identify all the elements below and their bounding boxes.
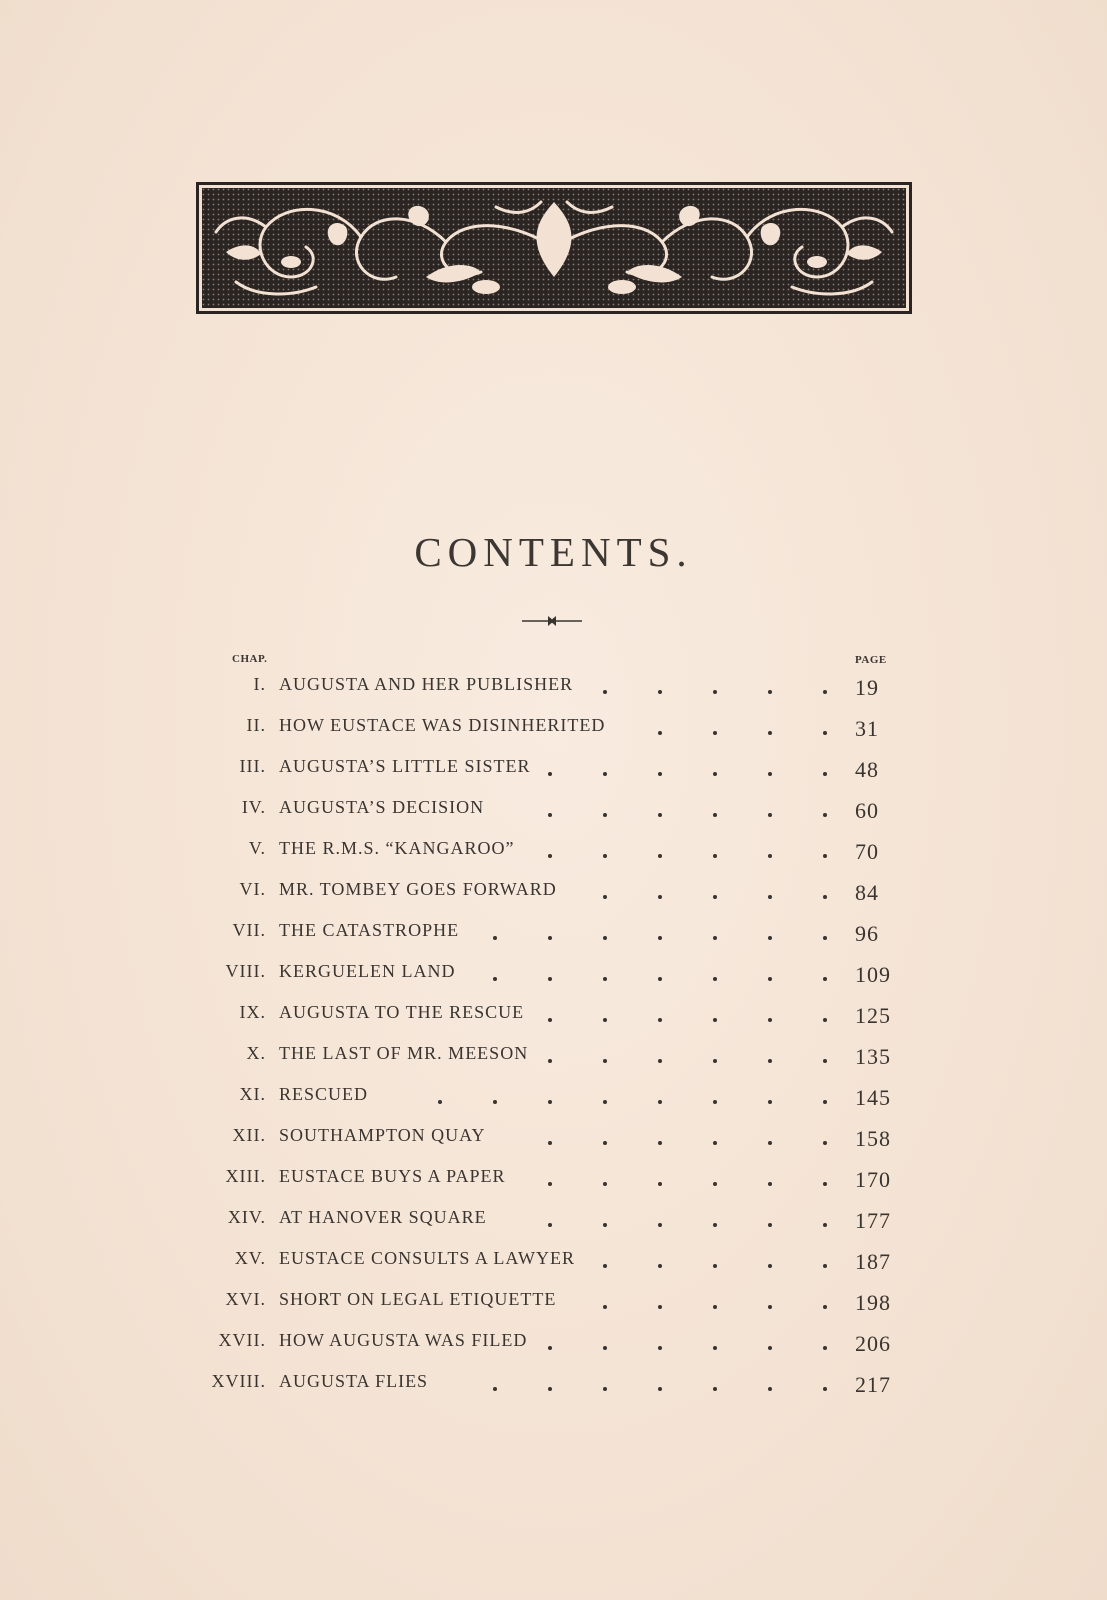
page-number: 158 (855, 1126, 891, 1151)
chapter-title: HOW EUSTACE WAS DISINHERITED (279, 715, 606, 735)
leader-dot (768, 1387, 772, 1391)
toc-entry[interactable] (0, 1125, 1107, 1155)
leader-dot (713, 772, 717, 776)
leader-dot (603, 1264, 607, 1268)
leader-dot (658, 731, 662, 735)
leader-dot (768, 1223, 772, 1227)
chapter-title: AUGUSTA FLIES (279, 1371, 429, 1391)
leader-dot (713, 1305, 717, 1309)
leader-dot (713, 731, 717, 735)
chapter-title: THE LAST OF MR. MEESON (279, 1043, 529, 1063)
dot-leaders (0, 1377, 1107, 1397)
chapter-number: XVI. (225, 1289, 266, 1309)
leader-dot (823, 1264, 827, 1268)
leader-dot (603, 895, 607, 899)
leader-dot (438, 1100, 442, 1104)
dot-leaders (0, 1336, 1107, 1356)
leader-dot (493, 1387, 497, 1391)
leader-dot (548, 1182, 552, 1186)
leader-dot (823, 1305, 827, 1309)
page-number: 187 (855, 1249, 891, 1274)
leader-dot (768, 977, 772, 981)
chapter-column-header: CHAP. (232, 653, 268, 665)
chapter-title: HOW AUGUSTA WAS FILED (279, 1330, 528, 1350)
toc-entry[interactable] (0, 920, 1107, 950)
page-column-header: PAGE (855, 654, 887, 666)
chapter-number: XVII. (218, 1330, 266, 1350)
leader-dot (823, 1182, 827, 1186)
leader-dot (658, 813, 662, 817)
chapter-number: VIII. (225, 961, 266, 981)
leader-dot (713, 1182, 717, 1186)
toc-entry[interactable] (0, 1002, 1107, 1032)
dot-leaders (0, 885, 1107, 905)
page-number: 206 (855, 1331, 891, 1356)
page-number: 60 (855, 798, 879, 823)
chapter-number: XV. (234, 1248, 266, 1268)
leader-dot (713, 690, 717, 694)
leader-dot (713, 1223, 717, 1227)
page-number: 198 (855, 1290, 891, 1315)
dot-leaders (0, 680, 1107, 700)
toc-entry[interactable] (0, 1043, 1107, 1073)
leader-dot (548, 813, 552, 817)
page-number: 70 (855, 839, 879, 864)
page-number: 170 (855, 1167, 891, 1192)
leader-dot (548, 1059, 552, 1063)
leader-dot (603, 1387, 607, 1391)
leader-dot (768, 690, 772, 694)
leader-dot (603, 772, 607, 776)
leader-dot (658, 1346, 662, 1350)
leader-dot (658, 854, 662, 858)
chapter-title: SOUTHAMPTON QUAY (279, 1125, 486, 1145)
page-number: 31 (855, 716, 879, 741)
chapter-number: VII. (232, 920, 266, 940)
leader-dot (768, 1182, 772, 1186)
leader-dot (548, 772, 552, 776)
dot-leaders (0, 1008, 1107, 1028)
leader-dot (658, 1018, 662, 1022)
leader-dot (658, 1305, 662, 1309)
page-number: 217 (855, 1372, 891, 1397)
leader-dot (768, 813, 772, 817)
toc-entry[interactable] (0, 1289, 1107, 1319)
toc-entry[interactable] (0, 879, 1107, 909)
leader-dot (713, 977, 717, 981)
leader-dot (713, 854, 717, 858)
leader-dot (768, 1264, 772, 1268)
dot-leaders (0, 1049, 1107, 1069)
toc-entry[interactable] (0, 797, 1107, 827)
leader-dot (658, 977, 662, 981)
leader-dot (658, 1059, 662, 1063)
leader-dot (658, 1264, 662, 1268)
leader-dot (823, 1100, 827, 1104)
leader-dot (713, 1100, 717, 1104)
leader-dot (603, 936, 607, 940)
leader-dot (658, 1223, 662, 1227)
floral-scroll-banner-icon (196, 182, 912, 314)
leader-dot (768, 772, 772, 776)
dot-leaders (0, 803, 1107, 823)
toc-entry[interactable] (0, 756, 1107, 786)
chapter-number: XI. (239, 1084, 266, 1104)
chapter-number: IX. (239, 1002, 266, 1022)
leader-dot (713, 813, 717, 817)
chapter-number: X. (246, 1043, 266, 1063)
dot-leaders (0, 967, 1107, 987)
leader-dot (603, 1141, 607, 1145)
leader-dot (823, 690, 827, 694)
dot-leaders (0, 1295, 1107, 1315)
page-title: CONTENTS. (414, 529, 693, 575)
leader-dot (768, 1018, 772, 1022)
dot-leaders (0, 1254, 1107, 1274)
chapter-title: RESCUED (279, 1084, 369, 1104)
leader-dot (768, 1059, 772, 1063)
leader-dot (603, 854, 607, 858)
leader-dot (603, 1018, 607, 1022)
chapter-title: THE R.M.S. “KANGAROO” (279, 838, 515, 858)
dot-leaders (0, 1172, 1107, 1192)
leader-dot (493, 1100, 497, 1104)
chapter-number: XIV. (227, 1207, 266, 1227)
page-number: 84 (855, 880, 879, 905)
toc-entry[interactable] (0, 715, 1107, 745)
chapter-title: KERGUELEN LAND (279, 961, 456, 981)
chapter-title: AUGUSTA TO THE RESCUE (279, 1002, 525, 1022)
toc-entry[interactable] (0, 1371, 1107, 1401)
leader-dot (713, 1346, 717, 1350)
toc-entry[interactable] (0, 1084, 1107, 1114)
chapter-title: EUSTACE CONSULTS A LAWYER (279, 1248, 575, 1268)
leader-dot (823, 854, 827, 858)
leader-dot (713, 1387, 717, 1391)
leader-dot (768, 731, 772, 735)
page-number: 48 (855, 757, 879, 782)
toc-entry[interactable] (0, 674, 1107, 704)
leader-dot (713, 1059, 717, 1063)
page-number: 96 (855, 921, 879, 946)
page-number: 145 (855, 1085, 891, 1110)
chapter-number: II. (246, 715, 266, 735)
leader-dot (603, 1305, 607, 1309)
dot-leaders (0, 844, 1107, 864)
toc-entry[interactable] (0, 1248, 1107, 1278)
chapter-title: EUSTACE BUYS A PAPER (279, 1166, 506, 1186)
dot-leaders (0, 1090, 1107, 1110)
leader-dot (603, 1182, 607, 1186)
dot-leaders (0, 721, 1107, 741)
leader-dot (768, 1141, 772, 1145)
page-number: 109 (855, 962, 891, 987)
leader-dot (493, 977, 497, 981)
dot-leaders (0, 926, 1107, 946)
leader-dot (823, 1223, 827, 1227)
leader-dot (658, 1387, 662, 1391)
leader-dot (548, 854, 552, 858)
chapter-title: AUGUSTA’S LITTLE SISTER (279, 756, 531, 776)
leader-dot (823, 895, 827, 899)
leader-dot (768, 895, 772, 899)
leader-dot (823, 772, 827, 776)
leader-dot (493, 936, 497, 940)
toc-entry[interactable] (0, 1166, 1107, 1196)
toc-entry[interactable] (0, 1207, 1107, 1237)
leader-dot (823, 977, 827, 981)
leader-dot (548, 1141, 552, 1145)
leader-dot (603, 1346, 607, 1350)
chapter-title: AUGUSTA’S DECISION (279, 797, 485, 817)
leader-dot (823, 1387, 827, 1391)
leader-dot (603, 813, 607, 817)
leader-dot (603, 1223, 607, 1227)
leader-dot (548, 1018, 552, 1022)
chapter-number: XII. (232, 1125, 266, 1145)
chapter-number: XVIII. (211, 1371, 266, 1391)
leader-dot (658, 1100, 662, 1104)
leader-dot (658, 690, 662, 694)
toc-entry[interactable] (0, 838, 1107, 868)
page-number: 135 (855, 1044, 891, 1069)
leader-dot (548, 1100, 552, 1104)
leader-dot (823, 1346, 827, 1350)
leader-dot (548, 1387, 552, 1391)
leader-dot (603, 977, 607, 981)
chapter-number: I. (253, 674, 266, 694)
leader-dot (823, 936, 827, 940)
dot-leaders (0, 762, 1107, 782)
chapter-number: XIII. (225, 1166, 266, 1186)
leader-dot (713, 1264, 717, 1268)
chapter-number: IV. (241, 797, 266, 817)
leader-dot (603, 1059, 607, 1063)
leader-dot (713, 1141, 717, 1145)
leader-dot (768, 1305, 772, 1309)
leader-dot (713, 936, 717, 940)
dot-leaders (0, 1131, 1107, 1151)
leader-dot (658, 936, 662, 940)
chapter-title: THE CATASTROPHE (279, 920, 460, 940)
toc-entry[interactable] (0, 961, 1107, 991)
page-number: 19 (855, 675, 879, 700)
chapter-number: VI. (239, 879, 266, 899)
title-rule-flourish-icon (520, 614, 584, 628)
chapter-number: III. (239, 756, 266, 776)
page-number: 177 (855, 1208, 891, 1233)
leader-dot (658, 1182, 662, 1186)
leader-dot (713, 895, 717, 899)
leader-dot (768, 936, 772, 940)
dot-leaders (0, 1213, 1107, 1233)
leader-dot (823, 1018, 827, 1022)
chapter-title: AT HANOVER SQUARE (279, 1207, 487, 1227)
leader-dot (548, 1346, 552, 1350)
leader-dot (823, 1141, 827, 1145)
chapter-title: AUGUSTA AND HER PUBLISHER (279, 674, 574, 694)
leader-dot (768, 854, 772, 858)
leader-dot (713, 1018, 717, 1022)
leader-dot (548, 1223, 552, 1227)
chapter-title: MR. TOMBEY GOES FORWARD (279, 879, 557, 899)
chapter-title: SHORT ON LEGAL ETIQUETTE (279, 1289, 557, 1309)
leader-dot (823, 731, 827, 735)
leader-dot (548, 977, 552, 981)
leader-dot (823, 1059, 827, 1063)
page-number: 125 (855, 1003, 891, 1028)
leader-dot (823, 813, 827, 817)
leader-dot (658, 1141, 662, 1145)
leader-dot (603, 1100, 607, 1104)
leader-dot (768, 1100, 772, 1104)
leader-dot (768, 1346, 772, 1350)
leader-dot (548, 936, 552, 940)
leader-dot (658, 895, 662, 899)
toc-entry[interactable] (0, 1330, 1107, 1360)
leader-dot (658, 772, 662, 776)
leader-dot (603, 690, 607, 694)
chapter-number: V. (248, 838, 266, 858)
